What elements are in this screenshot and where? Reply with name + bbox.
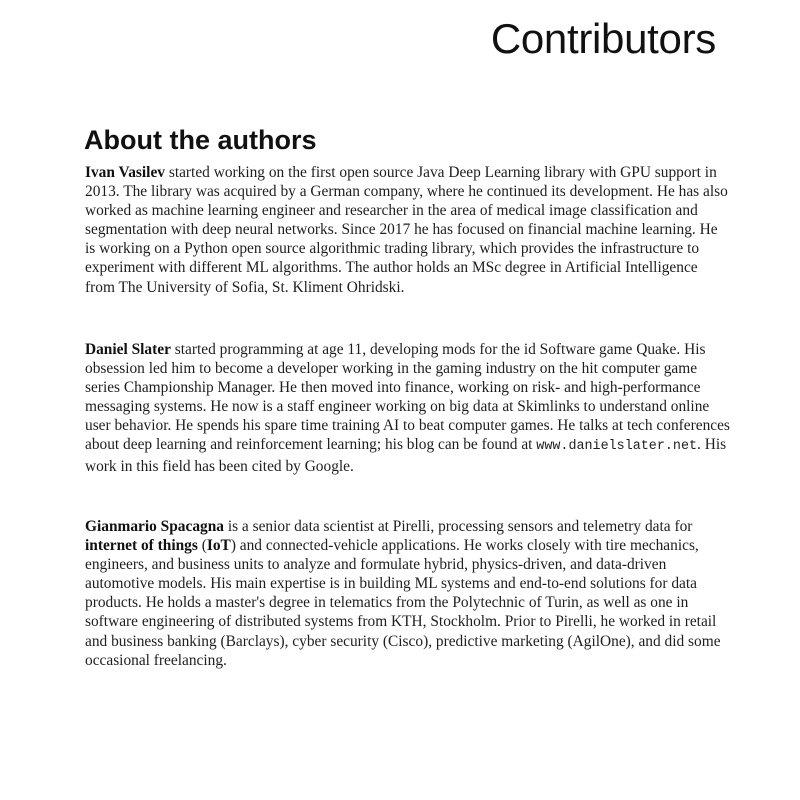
bio-text: ( <box>197 537 207 555</box>
bio-text: . His work in this field has been cited by Google. <box>85 436 727 475</box>
key-term: internet of things <box>85 537 198 555</box>
bio-text: is a senior data scientist at Pirelli, processing sensors and telemetry data for <box>223 518 693 535</box>
author-name: Daniel Slater <box>85 341 171 358</box>
bio-gianmario-spacagna <box>85 517 730 670</box>
key-term-abbreviation: IoT <box>206 537 231 555</box>
bio-text: ) and connected-vehicle applications. He works closely with tire mechanics, engineers, and business units to analyze and formulate hybrid, physics-driven, and data-driven automotive models. His main expertise is in building ML systems and end-to-end solutions for data products. He holds a master's degree in telematics from the Polytechnic of Turin, as well as one in software engineering of distributed systems from KTH, Stockholm. Prior to Pirelli, he worked in retail and business banking (Barclays), cyber security (Cisco), predictive marketing (AgilOne), and did some occasional freelancing. <box>85 537 721 669</box>
bio-text: started programming at age 11, developing mods for the id Software game Quake. His obsession led him to become a developer working in the gaming industry on the hit computer game series Championship Manager. He then moved into finance, working on risk- and high-performance messaging systems. He now is a staff engineer working on big data at Skimlinks to understand online user behavior. He spends his spare time training AI to beat computer games. He talks at tech conferences about deep learning and reinforcement learning; his blog can be found at <box>85 341 730 454</box>
bio-ivan-vasilev <box>85 163 730 297</box>
blog-url: www.danielslater.net <box>536 439 698 455</box>
bio-text: started working on the first open source Java Deep Learning library with GPU support in 2013. The library was acquired by a German company, where he continued its development. He has also worked as machine learning engineer and researcher in the area of medical image classification and segmentation with deep neural networks. Since 2017 he has focused on financial machine learning. He is working on a Python open source algorithmic trading library, which provides the infrastructure to experiment with different ML algorithms. The author holds an MSc degree in Artificial Intelligence from The University of Sofia, St. Kliment Ohridski. <box>85 164 728 296</box>
author-name: Ivan Vasilev <box>85 164 165 181</box>
author-name: Gianmario Spacagna <box>85 518 224 535</box>
bio-daniel-slater <box>85 340 730 476</box>
page-title: Contributors <box>490 15 716 62</box>
section-heading-about-authors: About the authors <box>84 125 317 155</box>
